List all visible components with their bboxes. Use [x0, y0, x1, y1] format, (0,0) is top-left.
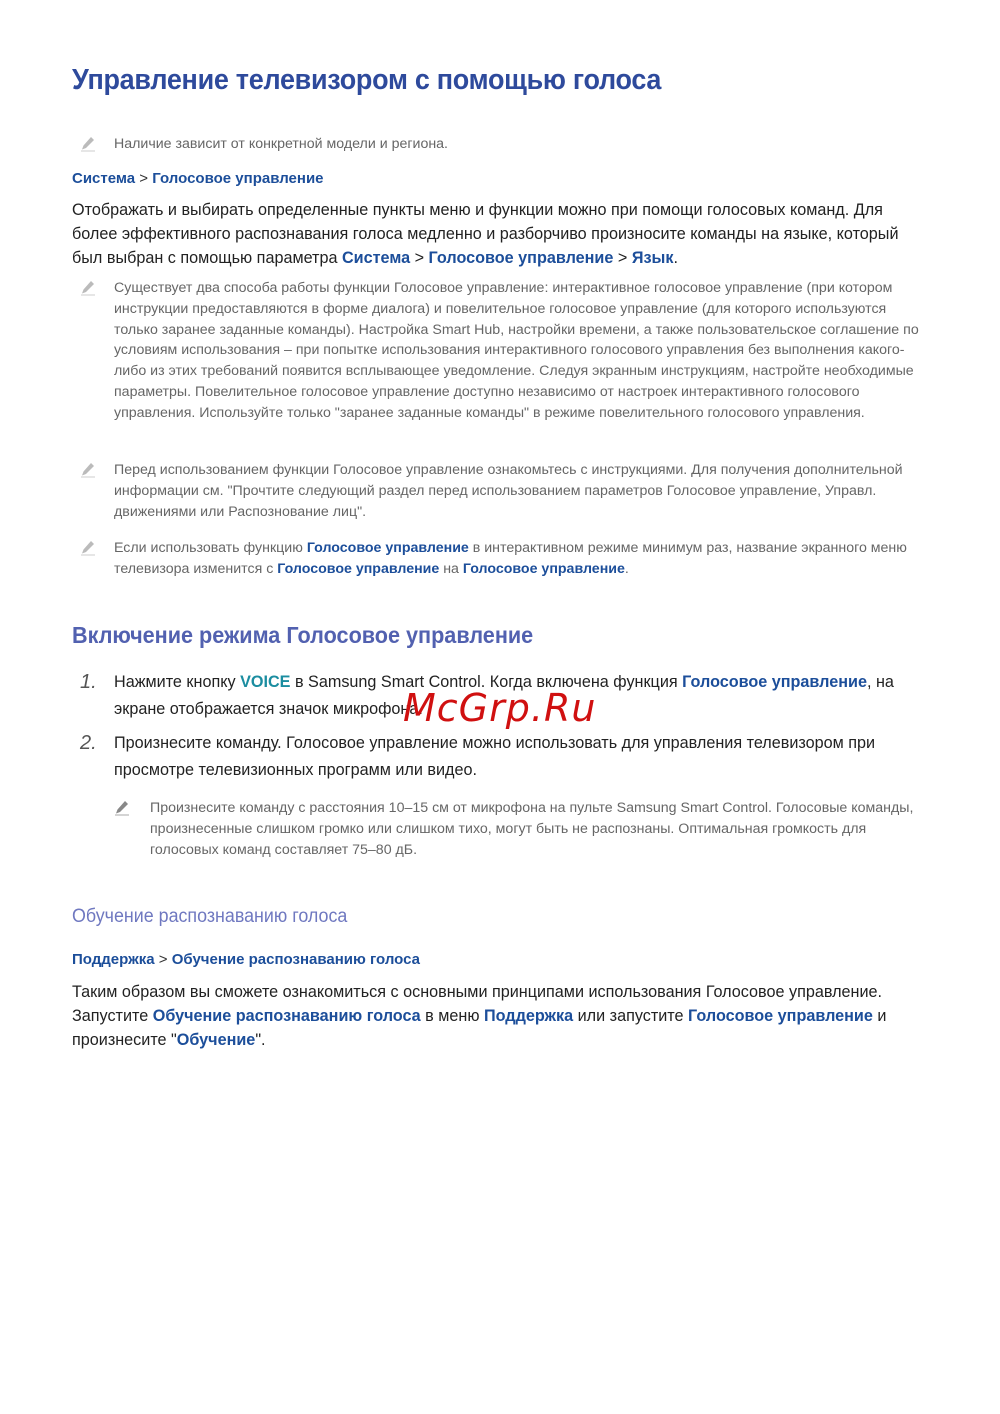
crumb-support[interactable]: Поддержка: [72, 951, 155, 968]
crumb-system[interactable]: Система: [72, 170, 136, 187]
section-title-voice-training: Обучение распознаванию голоса: [72, 906, 348, 927]
link-voice-control[interactable]: Голосовое управление: [428, 249, 614, 267]
link-voice-control[interactable]: Голосовое управление: [462, 560, 625, 577]
link-training-command[interactable]: Обучение: [176, 1031, 256, 1049]
step-number: 1.: [80, 671, 97, 693]
availability-note: Наличие зависит от конкретной модели и региона.: [72, 134, 932, 155]
step-1: 1. Нажмите кнопку VOICE в Samsung Smart Control. Когда включена функция Голосовое управление, на экране отображается значок микрофона.: [80, 671, 894, 718]
note-read-instructions: Перед использованием функции Голосовое управление ознакомьтесь с инструкциями. Для получения дополнительной информации см. "Прочтите следующий раздел перед использованием параметров Голосовое управление, Управл. движениями или Распознование лиц".: [72, 460, 932, 522]
pencil-note-icon: [114, 800, 130, 816]
link-voice-control[interactable]: Голосовое управление: [306, 540, 469, 556]
link-voice-control[interactable]: Голосовое управление: [277, 560, 440, 577]
link-system[interactable]: Система: [341, 249, 411, 267]
breadcrumb-support-training: Поддержка > Обучение распознаванию голоса: [72, 951, 420, 968]
watermark: McGrp.Ru: [403, 686, 597, 730]
note-voice-modes: Существует два способа работы функции Голосовое управление: интерактивное голосовое управление (при котором инструкции предоставляются в форме диалога) и повелительное голосовое управление (для которого используются только заранее заданные команды). Настройка Smart Hub, настройки времени, а также пользовательское соглашение по условиям использования – при попытке использования интерактивного голосового управления без выполнения какого-либо из этих требований появится всплывающее уведомление. Следуя экранным инструкциям, настройте необходимые параметры. Повелительное голосовое управление доступно независимо от настроек интерактивного голосового управления. Используйте только "заранее заданные команды" в режиме повелительного голосового управления.: [72, 278, 932, 424]
link-voice-control[interactable]: Голосовое управление: [682, 673, 867, 691]
intro-paragraph: Отображать и выбирать определенные пункты меню и функции можно при помощи голосовых команд. Для более эффективного распознавания голоса медленно и разборчиво произносите команды на языке, который был выбран с помощью параметра Система > Голосовое управление > Язык.: [72, 201, 899, 267]
breadcrumb-system-voice: Система > Голосовое управление: [72, 170, 324, 187]
step-number: 2.: [80, 732, 97, 754]
pencil-note-icon: [80, 462, 96, 478]
note-distance: Произнесите команду с расстояния 10–15 см от микрофона на пульте Samsung Smart Control. Голосовые команды, произнесенные слишком громко или слишком тихо, могут быть не распознаны. Оптимальная громкость для голосовых команд составляет 75–80 дБ.: [108, 798, 932, 860]
section-title-enable-voice: Включение режима Голосовое управление: [72, 622, 534, 648]
training-paragraph: Таким образом вы сможете ознакомиться с основными принципами использования Голосовое управление. Запустите Обучение распознаванию голоса в меню Поддержка или запустите Голосовое управление и произнесите "Обучение".: [72, 983, 887, 1049]
crumb-voice-training[interactable]: Обучение распознаванию голоса: [171, 951, 420, 968]
link-voice-control[interactable]: Голосовое управление: [688, 1007, 873, 1025]
link-support[interactable]: Поддержка: [484, 1007, 574, 1025]
link-language[interactable]: Язык: [631, 249, 674, 267]
pencil-note-icon: [80, 280, 96, 296]
link-voice-training[interactable]: Обучение распознаванию голоса: [152, 1007, 421, 1025]
crumb-voice-control[interactable]: Голосовое управление: [152, 170, 324, 187]
note-menu-rename: Если использовать функцию Голосовое управление в интерактивном режиме минимум раз, название экранного меню телевизора изменится с Голосовое управление на Голосовое управление.: [72, 538, 932, 580]
pencil-note-icon: [80, 136, 96, 152]
step-2: 2. Произнесите команду. Голосовое управление можно использовать для управления телевизором при просмотре телевизионных программ или видео.: [80, 732, 876, 779]
pencil-note-icon: [80, 540, 96, 556]
voice-button-label: VOICE: [240, 673, 291, 691]
page-title: Управление телевизором с помощью голоса: [72, 64, 662, 96]
